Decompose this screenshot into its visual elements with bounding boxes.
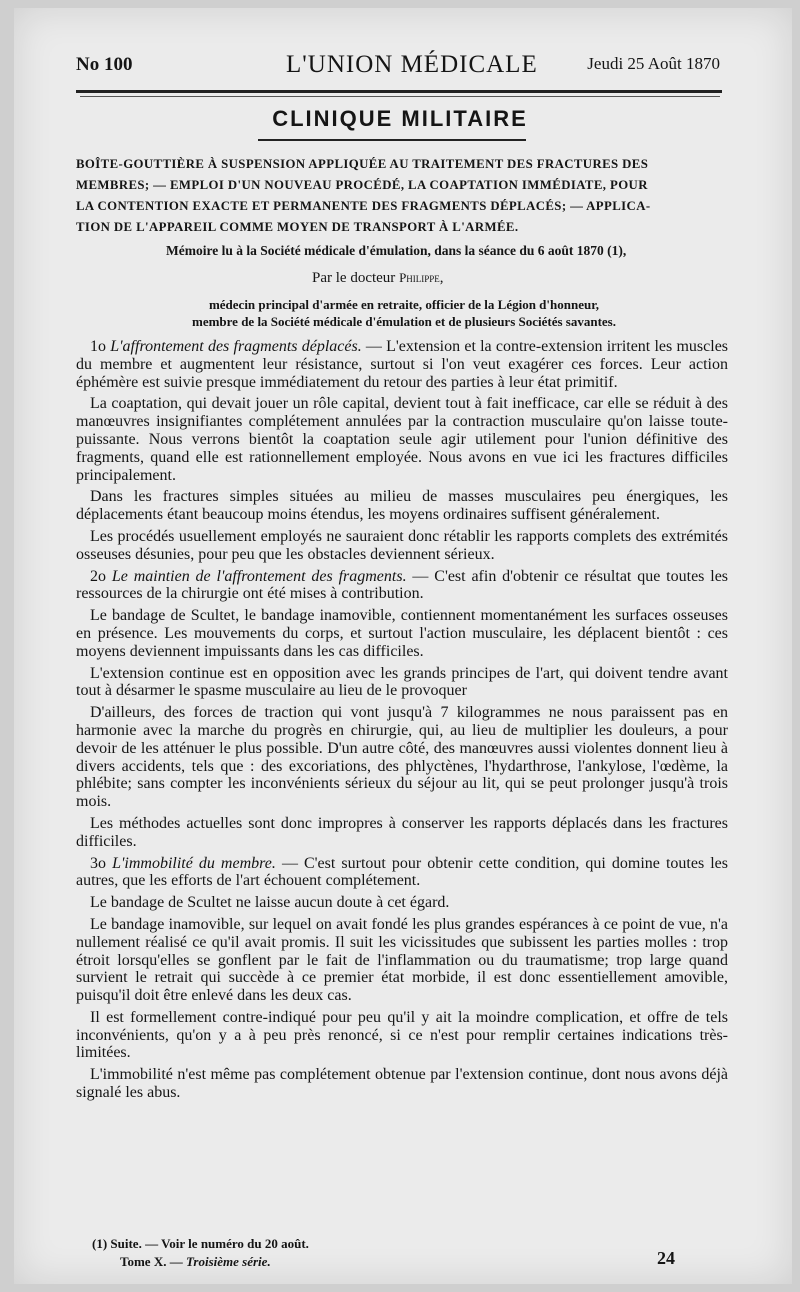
- paragraph-text: Le bandage de Scultet, le bandage inamovible, contiennent momentanément les surfaces osseuses en présence. Les mouvements du corps, et surtout l'action musculaire, les déplacent bientôt : ces moyens deviennent impuissants dans les cas difficiles.: [76, 607, 728, 660]
- article-title-line: TION DE L'APPAREIL COMME MOYEN DE TRANSPORT À L'ARMÉE.: [76, 220, 519, 234]
- paragraph-number: 3o: [90, 854, 106, 872]
- tome-series: Troisième série.: [185, 1254, 271, 1269]
- footnote: (1) Suite. — Voir le numéro du 20 août.: [92, 1236, 309, 1251]
- paragraph-number: 1o: [90, 338, 106, 355]
- paragraph-number: 2o: [90, 567, 106, 585]
- paragraph-text: Dans les fractures simples situées au milieu de masses musculaires peu énergiques, les déplacements étant beaucoup moins étendus, les moyens ordinaires suffisent généralement.: [76, 488, 728, 524]
- paragraph: [76, 855, 728, 891]
- article-body: [76, 338, 728, 1106]
- paragraph-text: Les procédés usuellement employés ne sauraient donc rétablir les rapports complets des extrémités osseuses désunies, pour peu que les obstacles deviennent sérieux.: [76, 527, 728, 563]
- paragraph: [76, 665, 728, 701]
- article-title-line: LA CONTENTION EXACTE ET PERMANENTE DES FRAGMENTS DÉPLACÉS; — APPLICA-: [76, 199, 651, 213]
- article-title: [76, 154, 728, 238]
- issue-date: Jeudi 25 Août 1870: [587, 54, 720, 73]
- paragraph: [76, 607, 728, 660]
- paragraph-heading: L'affrontement des fragments déplacés.: [110, 338, 362, 355]
- paragraph-text: La coaptation, qui devait jouer un rôle capital, devient tout à fait inefficace, car elle se réduit à des manœuvres insignifiantes complétement annulées par la contraction musculaire qu'on laisse toute-puissante. Nous verrons bientôt la coaptation seule agir utilement pour l'union définitive des fragments, quand elle est rationnellement employée. Nous avons en vue ici les fractures difficiles principalement.: [76, 395, 728, 484]
- author-credentials: [144, 296, 664, 330]
- paragraph-text: — C'est surtout pour obtenir cette condition, qui domine toutes les autres, que les efforts de l'art échouent complétement.: [76, 854, 729, 890]
- paragraph: [76, 1066, 728, 1102]
- page-number: No 100: [76, 54, 133, 75]
- paragraph-text: L'extension continue est en opposition avec les grands principes de l'art, qui doivent tendre avant tout à désarmer le spasme musculaire au lieu de le provoquer: [76, 664, 728, 700]
- paragraph-text: — C'est afin d'obtenir ce résultat que toutes les ressources de la chirurgie ont été mises à contribution.: [76, 567, 729, 603]
- paragraph-text: Le bandage de Scultet ne laisse aucun doute à cet égard.: [90, 894, 450, 912]
- paragraph: [76, 395, 728, 484]
- paragraph: [76, 815, 728, 851]
- paragraph: [76, 1009, 728, 1062]
- paragraph-heading: L'immobilité du membre.: [112, 854, 276, 872]
- author-byline: [312, 270, 444, 287]
- author-name: Philippe: [399, 270, 440, 285]
- paragraph-text: Il est formellement contre-indiqué pour peu qu'il y ait la moindre complication, et offre de tels inconvénients, qu'on y a à peu près renoncé, si ce n'est pour remplir certaines indications très-limitées.: [76, 1008, 728, 1062]
- article-title-line: BOÎTE-GOUTTIÈRE À SUSPENSION APPLIQUÉE AU TRAITEMENT DES FRACTURES DES: [76, 157, 649, 171]
- author-prefix: Par le docteur: [312, 270, 396, 286]
- running-head: [76, 51, 722, 93]
- section-rule: [258, 139, 526, 141]
- memoire-note: Mémoire lu à la Société médicale d'émulation, dans la séance du 6 août 1870 (1),: [166, 243, 627, 258]
- article-title-line: MEMBRES; — EMPLOI D'UN NOUVEAU PROCÉDÉ, LA COAPTATION IMMÉDIATE, POUR: [76, 178, 648, 192]
- signature-mark: 24: [657, 1248, 675, 1268]
- tome-prefix: Tome X. —: [120, 1254, 183, 1269]
- paragraph: [76, 916, 728, 1005]
- credential-line: médecin principal d'armée en retraite, officier de la Légion d'honneur,: [208, 297, 600, 312]
- paragraph-text: Le bandage inamovible, sur lequel on avait fondé les plus grandes espérances à ce point de vue, n'a nullement réalisé ce qu'il avait promis. Il suit les vicissitudes que subissent les parties molles : trop étroit lorsqu'elles se gonflent par le fait de l'inflammation ou du traumatisme; trop large quand survient le retrait qui succède à ce premier état morbide, il est donc essentiellement amovible, puisqu'il doit être enlevé dans les deux cas.: [76, 915, 728, 1005]
- paragraph: [76, 528, 728, 564]
- author-suffix: ,: [439, 270, 444, 286]
- tome-line: [120, 1254, 271, 1270]
- header-rule: [80, 96, 720, 97]
- paragraph: [76, 568, 728, 604]
- credential-line: membre de la Société médicale d'émulation et de plusieurs Sociétés savantes.: [191, 314, 616, 329]
- paragraph: [76, 894, 728, 912]
- paragraph: [76, 338, 728, 391]
- paragraph: [76, 488, 728, 524]
- paragraph-text: — L'extension et la contre-extension irritent les muscles du membre et augmentent leur résistance, surtout si l'on veut exagérer ces forces. Leur action éphémère est suivie presque immédiatement du retour des parties à leur état primitif.: [76, 338, 729, 391]
- paragraph-text: D'ailleurs, des forces de traction qui vont jusqu'à 7 kilogrammes ne nous paraissent pas en harmonie avec la marche du progrès en chirurgie, qui, au lieu de multiplier les douleurs, a pour devoir de les atténuer le plus possible. D'un autre côté, des manœuvres aussi violentes donnent lieu à divers accidents, tels que : des excoriations, des phlyctènes, l'hydarthrose, l'ankylose, l'œdème, la phlébite; sans compter les inconvénients sérieux du séjour au lit, qui se peut prolonger jusqu'à trois mois.: [76, 704, 728, 811]
- paragraph-text: Les méthodes actuelles sont donc impropres à conserver les rapports déplacés dans les fractures difficiles.: [76, 814, 728, 850]
- paragraph-text: L'immobilité n'est même pas complétement obtenue par l'extension continue, dont nous avons déjà signalé les abus.: [76, 1066, 728, 1102]
- paragraph-heading: Le maintien de l'affrontement des fragments.: [111, 567, 407, 585]
- section-title: CLINIQUE MILITAIRE: [272, 106, 528, 131]
- journal-title: L'UNION MÉDICALE: [286, 51, 538, 78]
- paragraph: [76, 704, 728, 811]
